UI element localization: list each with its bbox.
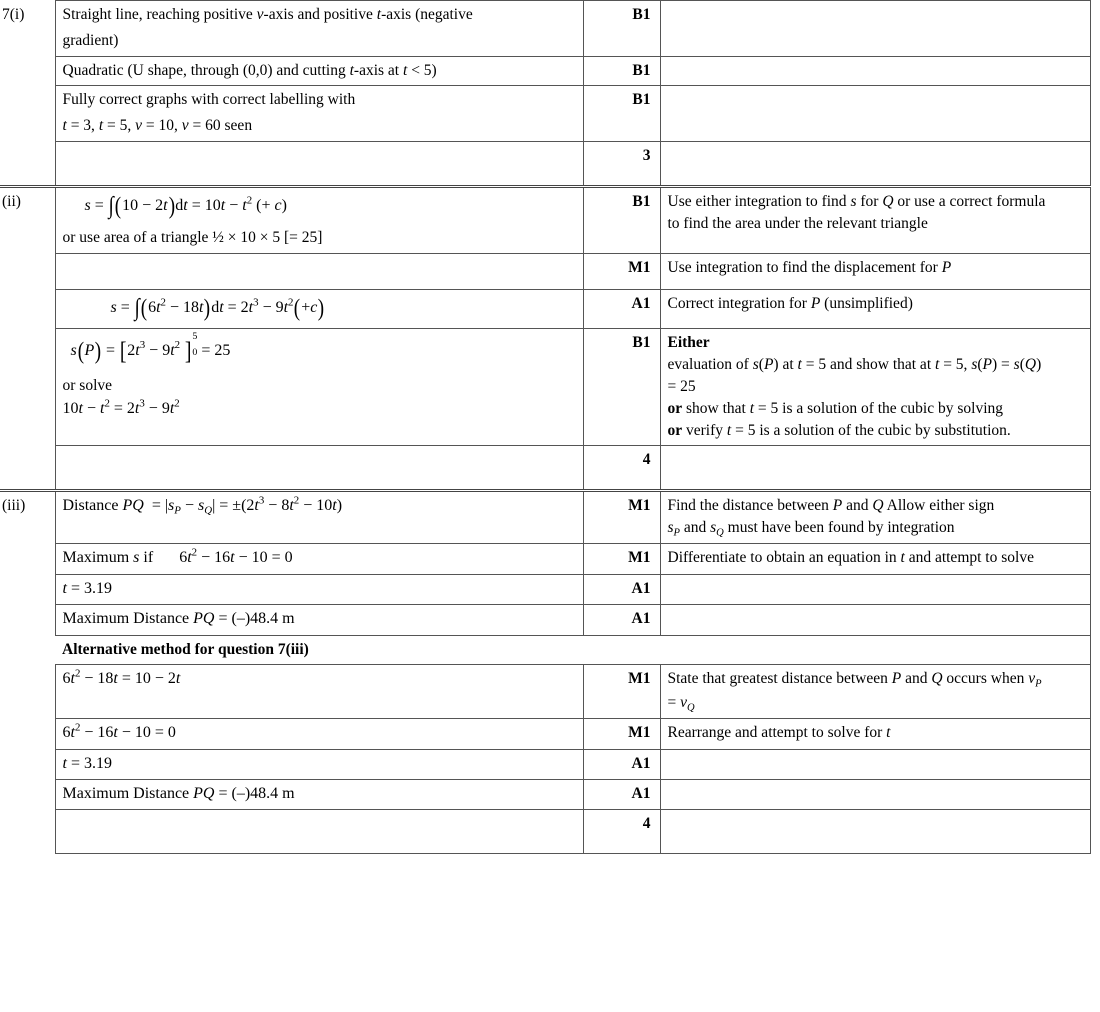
subtotal-marks: 3 [583,142,660,187]
table-row [0,749,1090,779]
equation-maximum-condition: Maximum s if $6t^2 - 16t - 10 = 0$ [62,546,293,567]
table-row [0,665,1090,719]
comments-cell [660,665,1090,719]
working-cell [55,56,583,86]
table-row [0,574,1090,604]
comment-line: to find the area under the relevant triangle [667,214,928,232]
question-number-blank [0,749,55,779]
working-cell [55,605,583,635]
table-row [0,289,1090,329]
question-number-blank [0,329,55,446]
comments-cell [660,544,1090,574]
equation-alt-t-value: t = 3.19 [62,754,112,772]
comments-cell [660,749,1090,779]
marks-cell: A1 [583,749,660,779]
table-row [0,779,1090,809]
table-row [0,605,1090,635]
question-number-blank [0,446,55,491]
comments-cell [660,289,1090,329]
comments-cell [660,491,1090,544]
comment-line: evaluation of s(P) at t = 5 and show that at t = 5, s(P) = s(Q) [667,356,1042,374]
question-number-blank [0,719,55,749]
marks-cell: B1 [583,56,660,86]
comment-line: $s_P$ and $s_Q$ must have been found by integration [667,519,955,539]
equation-alt-quadratic: $6t^2 - 16t - 10 = 0$ [62,721,176,742]
working-cell [55,491,583,544]
working-cell [55,719,583,749]
subtotal-row [0,810,1090,854]
equation-max-distance: Maximum Distance PQ = (–)48.4 m [62,610,295,628]
marks-cell: M1 [583,719,660,749]
subtotal-marks: 4 [583,446,660,491]
working-line: t = 3, t = 5, v = 10, v = 60 seen [62,117,253,135]
comments-cell [660,779,1090,809]
comment-line: = $v_Q$ [667,694,695,714]
comments-cell [660,253,1090,289]
comments-cell [660,810,1090,854]
comment-line: Find the distance between P and Q Allow either sign [667,497,995,515]
working-line: Fully correct graphs with correct labelling with [62,91,356,109]
alternative-method-heading: Alternative method for question 7(iii) [55,635,1090,665]
working-cell [55,446,583,491]
comment-line: = 25 [667,378,696,395]
equation-alt-velocity-equality: $6t^2 - 18t = 10 - 2t$ [62,667,181,688]
question-number-blank [0,810,55,854]
marks-cell: M1 [583,665,660,719]
marks-cell: M1 [583,491,660,544]
marks-cell: M1 [583,544,660,574]
comments-cell [660,329,1090,446]
marks-cell: A1 [583,574,660,604]
working-cell [55,142,583,187]
equation-integral-q: $s = \int(10 - 2t)dt = 10t - t^2$ (+ c) [84,192,287,220]
marks-cell: M1 [583,253,660,289]
table-row [0,86,1090,142]
comment-line: Differentiate to obtain an equation in t and attempt to solve [667,549,1034,567]
question-number-blank [0,253,55,289]
comment-line: or verify t = 5 is a solution of the cubic by substitution. [667,421,1011,439]
question-number-blank [0,56,55,86]
marks-cell: B1 [583,329,660,446]
question-number-iii: (iii) [0,491,55,544]
table-row [0,187,1090,254]
marks-cell: A1 [583,289,660,329]
question-number-blank [0,635,55,665]
subtotal-row [0,446,1090,491]
equation-distance-pq: Distance PQ = $|s_P - s_Q| = \pm(2t^3 - 8t^2 - 10t)$ [62,494,343,517]
equation-t-value: t = 3.19 [62,579,112,597]
working-cell [55,86,583,142]
comments-cell [660,574,1090,604]
equation-definite-integral: $s(P) = [2t^3 - 9t^2$ ] 5 0 = 25 [70,331,231,366]
marks-cell: A1 [583,605,660,635]
comment-line: Rearrange and attempt to solve for t [667,724,891,742]
comments-cell [660,1,1090,57]
working-cell [55,810,583,854]
table-row [0,56,1090,86]
comment-line: State that greatest distance between P and Q occurs when $v_P$ [667,670,1042,690]
question-number-blank [0,142,55,187]
marks-cell: A1 [583,779,660,809]
table-row [0,329,1090,446]
equation-integral-p: $s = \int(6t^2 - 18t)dt = 2t^3 - 9t^2(+c)$ [110,293,325,322]
working-line: or solve [62,376,113,394]
question-number-blank [0,86,55,142]
table-row [0,253,1090,289]
question-number-blank [0,779,55,809]
alternative-method-banner-row [0,635,1090,665]
equation-alt-max-distance: Maximum Distance PQ = (–)48.4 m [62,784,295,802]
comments-cell [660,86,1090,142]
working-cell [55,253,583,289]
equation-cubic-equality: $10t - t^2 = 2t^3 - 9t^2$ [62,397,180,417]
working-line: Straight line, reaching positive v-axis and positive t-axis (negative [62,6,473,23]
working-cell [55,1,583,57]
table-row [0,1,1090,57]
comments-cell [660,56,1090,86]
question-number-7i: 7(i) [0,1,55,57]
comments-cell [660,446,1090,491]
table-row [0,491,1090,544]
marks-cell: B1 [583,187,660,254]
working-line: gradient) [62,31,119,49]
subtotal-row [0,142,1090,187]
comment-line: Use integration to find the displacement for P [667,258,952,276]
marks-cell: B1 [583,1,660,57]
working-line: Quadratic (U shape, through (0,0) and cutting t-axis at t < 5) [62,61,437,79]
comments-cell [660,142,1090,187]
comments-cell [660,187,1090,254]
working-cell [55,574,583,604]
comments-cell [660,605,1090,635]
comment-line: or show that t = 5 is a solution of the cubic by solving [667,399,1004,417]
question-number-blank [0,544,55,574]
comments-cell [660,719,1090,749]
question-number-blank [0,665,55,719]
table-row [0,719,1090,749]
question-number-blank [0,574,55,604]
working-line: or use area of a triangle ½ × 10 × 5 [= 25] [62,228,323,246]
working-cell [55,289,583,329]
question-number-ii: (ii) [0,187,55,254]
working-cell [55,665,583,719]
working-cell [55,544,583,574]
table-row [0,544,1090,574]
question-number-blank [0,289,55,329]
working-cell [55,329,583,446]
marks-cell: B1 [583,86,660,142]
working-cell [55,749,583,779]
comment-line: Correct integration for P (unsimplified) [667,294,913,312]
working-cell [55,779,583,809]
question-number-blank [0,605,55,635]
subtotal-marks: 4 [583,810,660,854]
comment-either-label: Either [667,334,710,352]
working-cell [55,187,583,254]
comment-line: Use either integration to find s for Q or use a correct formula [667,193,1046,211]
